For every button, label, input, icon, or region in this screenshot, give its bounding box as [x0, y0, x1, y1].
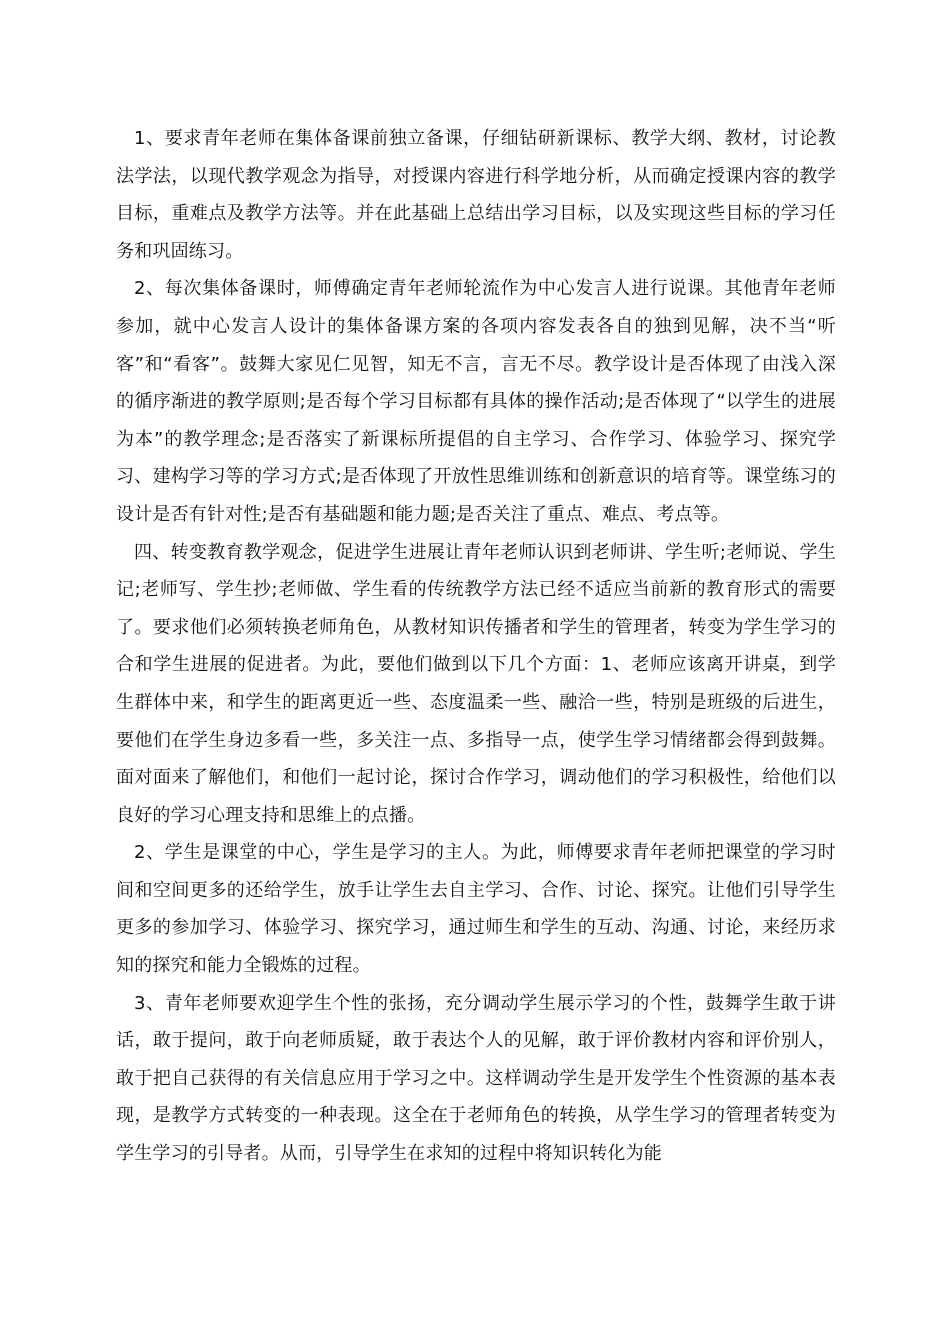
paragraph-5: 3、青年老师要欢迎学生个性的张扬，充分调动学生展示学习的个性，鼓舞学生敢于讲话，敢于提问，敢于向老师质疑，敢于表达个人的见解，敢于评价教材内容和评价别人，敢于把自己获得的有关信息应用于学习之中。这样调动学生是开发学生个性资源的基本表现，是教学方式转变的一种表现。这全在于老师角色的转换，从学生学习的管理者转变为学生学习的引导者。从而，引导学生在求知的过程中将知识转化为能: [116, 992, 836, 1165]
paragraph-3: 四、转变教育教学观念，促进学生进展让青年老师认识到老师讲、学生听;老师说、学生记;老师写、学生抄;老师做、学生看的传统教学方法已经不适应当前新的教育形式的需要了。要求他们必须转换老师角色，从教材知识传播者和学生的管理者，转变为学生学习的合和学生进展的促进者。为此，要他们做到以下几个方面：1、老师应该离开讲桌，到学生群体中来，和学生的距离更近一些、态度温柔一些、融洽一些，特别是班级的后进生，要他们在学生身边多看一些，多关注一点、多指导一点，使学生学习情绪都会得到鼓舞。面对面来了解他们，和他们一起讨论，探讨合作学习，调动他们的学习积极性，给他们以良好的学习心理支持和思维上的点播。: [116, 541, 836, 826]
document-body: [116, 120, 836, 1173]
paragraph-4: 2、学生是课堂的中心，学生是学习的主人。为此，师傅要求青年老师把课堂的学习时间和空间更多的还给学生，放手让学生去自主学习、合作、讨论、探究。让他们引导学生更多的参加学习、体验学习、探究学习，通过师生和学生的互动、沟通、讨论，来经历求知的探究和能力全锻炼的过程。: [116, 842, 836, 977]
paragraph-2: 2、每次集体备课时，师傅确定青年老师轮流作为中心发言人进行说课。其他青年老师参加，就中心发言人设计的集体备课方案的各项内容发表各自的独到见解，决不当“听客”和“看客”。鼓舞大家见仁见智，知无不言，言无不尽。教学设计是否体现了由浅入深的循序渐进的教学原则;是否每个学习目标都有具体的操作活动;是否体现了“以学生的进展为本”的教学理念;是否落实了新课标所提倡的自主学习、合作学习、体验学习、探究学习、建构学习等的学习方式;是否体现了开放性思维训练和创新意识的培育等。课堂练习的设计是否有针对性;是否有基础题和能力题;是否关注了重点、难点、考点等。: [116, 278, 836, 525]
paragraph-1: 1、要求青年老师在集体备课前独立备课，仔细钻研新课标、教学大纲、教材，讨论教法学法，以现代教学观念为指导，对授课内容进行科学地分析，从而确定授课内容的教学目标，重难点及教学方法等。并在此基础上总结出学习目标，以及实现这些目标的学习任务和巩固练习。: [116, 128, 836, 262]
